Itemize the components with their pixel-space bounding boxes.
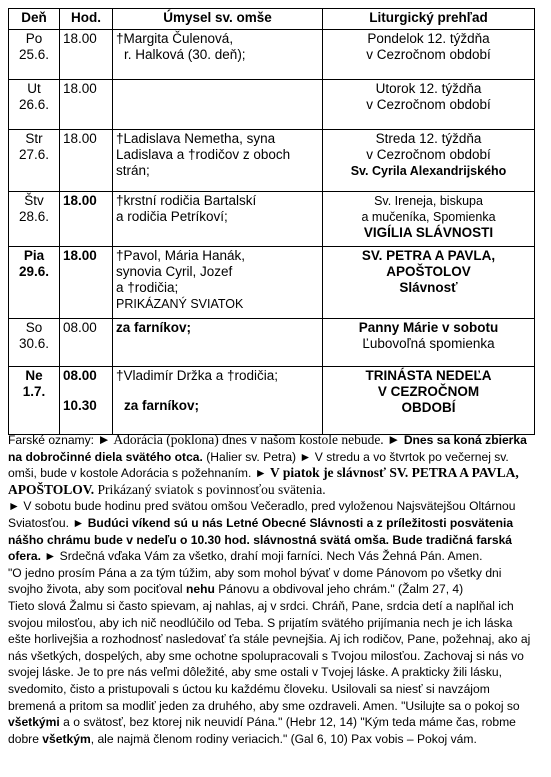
header-liturgy: Liturgický prehľad bbox=[323, 9, 535, 30]
table-row bbox=[9, 30, 535, 80]
hour-value: 18.00 bbox=[63, 131, 97, 146]
header-intent: Úmysel sv. omše bbox=[113, 9, 323, 30]
reflection-bold: všetkými bbox=[8, 715, 60, 730]
day-cell bbox=[9, 247, 60, 319]
announcement-bold: Dnes sa koná zbierka na dobročinné diela svätého otca. bbox=[8, 433, 527, 464]
intent-line: a †rodičia; bbox=[116, 280, 179, 295]
day-cell bbox=[9, 80, 60, 130]
parish-announcements bbox=[8, 432, 535, 747]
liturgy-line: OBDOBÍ bbox=[401, 400, 456, 415]
liturgy-line: TRINÁSTA NEDEĽA bbox=[365, 368, 492, 383]
psalm-quote bbox=[8, 565, 535, 598]
reflection-paragraph bbox=[8, 598, 535, 747]
hour-value: 18.00 bbox=[63, 81, 97, 96]
hour-value: 08.00 bbox=[63, 320, 97, 335]
intent-line: a rodičia Petríkoví; bbox=[116, 209, 228, 224]
liturgy-line: VIGÍLIA SLÁVNOSTI bbox=[363, 225, 494, 240]
hour-value: 08.00 bbox=[63, 368, 97, 383]
intent-line: za farníkov; bbox=[124, 398, 200, 413]
day-name: Ne bbox=[25, 368, 43, 383]
intent-cell bbox=[113, 130, 323, 192]
intent-cell bbox=[113, 367, 323, 435]
liturgy-line: a mučeníka, Spomienka bbox=[361, 210, 496, 224]
table-row bbox=[9, 130, 535, 192]
reflection-text: a o svätosť, bez ktorej nik neuvidí Pána." (Hebr 12, 14) "Kým teda máme čas, robme dobre bbox=[8, 715, 516, 746]
day-date: 27.6. bbox=[18, 147, 50, 162]
intent-cell bbox=[113, 319, 323, 367]
hour-cell bbox=[60, 130, 113, 192]
liturgy-line: V CEZROČNOM bbox=[377, 384, 480, 399]
announcement-text: ► V sobotu bude hodinu pred svätou omšou Večeradlo, pred vyloženou Najsvätejšou Oltárnou Sviatosťou. ► bbox=[8, 499, 516, 530]
liturgy-line: Panny Márie v sobotu bbox=[358, 320, 499, 335]
day-cell bbox=[9, 367, 60, 435]
announcement-paragraph bbox=[8, 498, 535, 564]
liturgy-cell bbox=[323, 80, 535, 130]
liturgy-line: Slávnosť bbox=[399, 280, 458, 295]
table-row bbox=[9, 192, 535, 247]
day-date: 28.6. bbox=[18, 209, 50, 224]
table-row bbox=[9, 367, 535, 435]
announcement-bold: V piatok je slávnosť SV. PETRA A PAVLA, APOŠTOLOV. bbox=[8, 465, 519, 497]
quote-text: Pánovu a obdivoval jeho chrám." (Žalm 27, 4) bbox=[214, 582, 464, 597]
day-cell bbox=[9, 30, 60, 80]
hour-cell bbox=[60, 192, 113, 247]
liturgy-line: Utorok 12. týždňa bbox=[375, 81, 482, 96]
day-date: 1.7. bbox=[22, 384, 46, 399]
announcement-text: ► Adorácia (poklona) dnes v našom kostole nebude. ► bbox=[97, 432, 404, 447]
hour-cell bbox=[60, 30, 113, 80]
intent-line: †Margita Čulenová, bbox=[116, 31, 234, 46]
intent-line: PRIKÁZANÝ SVIATOK bbox=[116, 297, 244, 311]
header-day: Deň bbox=[9, 9, 60, 30]
liturgy-cell bbox=[323, 30, 535, 80]
liturgy-cell bbox=[323, 319, 535, 367]
day-date: 26.6. bbox=[18, 97, 50, 112]
hour-value: 10.30 bbox=[63, 398, 97, 413]
hour-cell bbox=[60, 80, 113, 130]
liturgy-line: Ľubovoľná spomienka bbox=[362, 336, 495, 351]
day-cell bbox=[9, 319, 60, 367]
quote-text: "O jedno prosím Pána a za tým túžim, aby som mohol bývať v dome Pánovom po všetky dni svojho života, aby som pociťoval bbox=[8, 565, 502, 597]
hour-value: 18.00 bbox=[63, 31, 97, 46]
liturgy-line: v Cezročnom období bbox=[366, 47, 491, 62]
reflection-text: , ale najmä členom rodiny veriacich." (Gal 6, 10) Pax vobis – Pokoj vám. bbox=[90, 731, 477, 746]
hour-cell bbox=[60, 319, 113, 367]
day-name: Ut bbox=[27, 81, 41, 96]
day-date: 30.6. bbox=[18, 336, 50, 351]
liturgy-line: Sv. Ireneja, biskupa bbox=[374, 194, 483, 208]
intent-line: †krstní rodičia Bartalskí bbox=[116, 193, 257, 208]
intent-line: †Ladislava Nemetha, syna bbox=[116, 131, 276, 146]
announcement-text: ► Srdečná vďaka Vám za všetko, drahí moji farníci. Nech Vás Žehná Pán. Amen. bbox=[40, 549, 483, 564]
intent-line: synovia Cyril, Jozef bbox=[116, 264, 233, 279]
day-cell bbox=[9, 192, 60, 247]
intent-cell bbox=[113, 80, 323, 130]
liturgy-line: v Cezročnom období bbox=[366, 97, 491, 112]
liturgy-line: APOŠTOLOV bbox=[386, 264, 471, 279]
table-row bbox=[9, 80, 535, 130]
announcement-text: Prikázaný sviatok s povinnosťou svätenia. bbox=[94, 481, 326, 497]
announcement-text: (Halier sv. Petra) ► V stredu a vo štvrtok po večernej sv. omši, bude v kostole Adorácia s požehnaním. ► bbox=[8, 449, 509, 481]
header-hour: Hod. bbox=[60, 9, 113, 30]
intent-line: strán; bbox=[116, 163, 150, 178]
day-name: Po bbox=[25, 31, 43, 46]
quote-bold: nehu bbox=[185, 582, 215, 597]
announcement-heading: Farské oznamy: bbox=[8, 433, 98, 447]
day-date: 25.6. bbox=[18, 47, 50, 62]
liturgy-line: Sv. Cyrila Alexandrijského bbox=[350, 164, 507, 178]
liturgy-line: v Cezročnom období bbox=[366, 147, 491, 162]
hour-value: 18.00 bbox=[63, 248, 97, 263]
liturgy-cell bbox=[323, 367, 535, 435]
day-name: Štv bbox=[24, 193, 44, 208]
day-date: 29.6. bbox=[18, 264, 50, 279]
intent-line: †Vladimír Držka a †rodičia; bbox=[116, 368, 279, 383]
liturgy-cell bbox=[323, 247, 535, 319]
intent-cell bbox=[113, 192, 323, 247]
table-row bbox=[9, 247, 535, 319]
day-name: So bbox=[25, 320, 43, 335]
table-header-row bbox=[9, 9, 535, 30]
intent-cell bbox=[113, 247, 323, 319]
liturgy-line: SV. PETRA A PAVLA, bbox=[361, 248, 496, 263]
hour-cell bbox=[60, 247, 113, 319]
day-name: Str bbox=[25, 131, 43, 146]
liturgy-line: Pondelok 12. týždňa bbox=[367, 31, 490, 46]
liturgy-cell bbox=[323, 192, 535, 247]
hour-value: 18.00 bbox=[63, 193, 97, 208]
liturgy-cell bbox=[323, 130, 535, 192]
table-row bbox=[9, 319, 535, 367]
day-name: Pia bbox=[23, 248, 45, 263]
announcement-bold: Budúci víkend sú u nás Letné Obecné Slávnosti a z príležitosti posvätenia nášho chrámu bude v nedeľu o 10.30 hod. slávnostná svätá omša. Bude tradičná farská ofera. bbox=[8, 515, 514, 564]
intent-cell bbox=[113, 30, 323, 80]
reflection-text: Tieto slová Žalmu si často spievam, aj nahlas, aj v srdci. Chráň, Pane, srdcia detí a naplňal ich svojou milosťou, aby ich nič neodlúčilo od Teba. S prijatím svätého prijímania nech je ich láska ešte horlivejšia a rozhodnosť nasledovať ťa stále pevnejšia. Aj ich rodičov, Pane, požehnaj, ako aj nás všetkých, dospelých, aby sme ochotne spolupracovali s Tvojou milosťou. Zachovaj si nás vo svojej láske. Je to pre nás veľmi dôležité, aby sme ostali v Tvojej láske. A prakticky žili lásku, svedomito, čisto a pristupovali s úctou ku každému človeku. Usilovali sa niesť si navzájom bremená a pritom sa modliť jeden za druhého, aby sme ozdraveli. Amen. "Usilujte sa o pokoj so bbox=[8, 598, 531, 713]
day-cell bbox=[9, 130, 60, 192]
intent-line: Ladislava a †rodičov z oboch bbox=[116, 147, 291, 162]
hour-cell bbox=[60, 367, 113, 435]
intent-line: za farníkov; bbox=[116, 320, 192, 335]
liturgy-line: Streda 12. týždňa bbox=[375, 131, 482, 146]
intent-line: †Pavol, Mária Hanák, bbox=[116, 248, 246, 263]
mass-schedule-table bbox=[8, 8, 535, 435]
reflection-bold: všetkým bbox=[42, 731, 91, 746]
intent-line: r. Halková (30. deň); bbox=[124, 47, 246, 62]
announcement-paragraph bbox=[8, 432, 535, 498]
